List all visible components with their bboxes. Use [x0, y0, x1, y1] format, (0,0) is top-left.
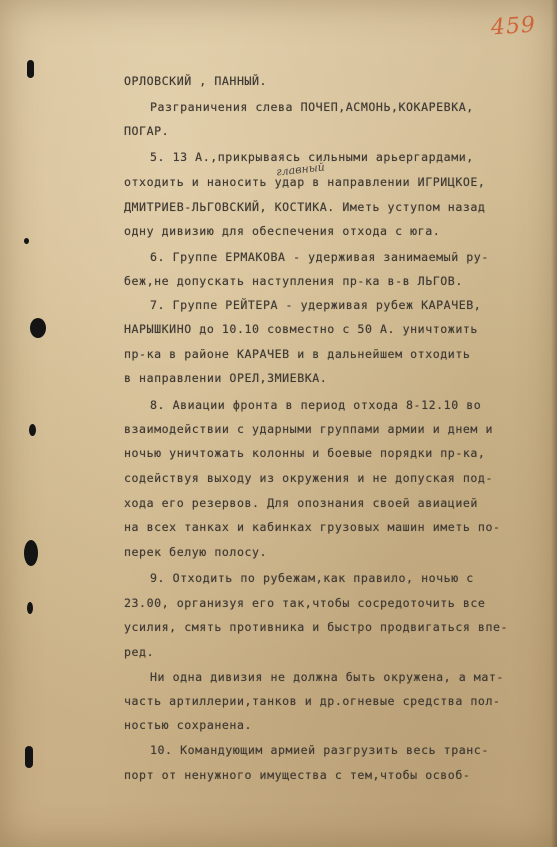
text-line: НАРЫШКИНО до 10.10 совместно с 50 А. уничтожить: [124, 322, 478, 336]
text-line: ностью сохранена.: [124, 718, 253, 732]
text-line: 6. Группе ЕРМАКОВА - удерживая занимаемый ру-: [150, 250, 489, 264]
text-line: Ни одна дивизия не должна быть окружена, а мат-: [150, 670, 504, 684]
text-line: 7. Группе РЕЙТЕРА - удерживая рубеж КАРАЧЕВ,: [150, 298, 482, 312]
text-line: хода его резервов. Для опознания своей авиацией: [124, 496, 478, 510]
text-line: на всех танках и кабинках грузовых машин иметь по-: [124, 520, 501, 534]
page-edge-shadow: [551, 0, 557, 847]
text-line: беж,не допускать наступления пр-ка в-в ЛЬГОВ.: [124, 274, 463, 288]
binding-hole-4: [29, 424, 36, 436]
text-line: 23.00, организуя его так,чтобы сосредоточить все: [124, 596, 486, 610]
text-line: ночью уничтожать колонны и боевые порядки пр-ка,: [124, 446, 486, 460]
binding-hole-7: [25, 746, 33, 768]
text-line: перек белую полосу.: [124, 545, 268, 559]
text-line: 10. Командующим армией разгрузить весь транс-: [150, 743, 489, 757]
binding-hole-5: [24, 540, 38, 566]
binding-hole-3: [30, 318, 46, 338]
handwritten-insertion: главный: [275, 160, 326, 179]
text-line: одну дивизию для обеспечения отхода с юга.: [124, 224, 441, 238]
text-line: ДМИТРИЕВ-ЛЬГОВСКИЙ, КОСТИКА. Иметь уступом назад: [124, 200, 486, 214]
binding-hole-6: [27, 602, 33, 614]
text-line: ОРЛОВСКИЙ , ПАННЫЙ.: [124, 74, 268, 88]
text-line: пр-ка в районе КАРАЧЕВ и в дальнейшем отходить: [124, 347, 471, 361]
archive-page-number: 459: [490, 12, 537, 41]
binding-hole-1: [27, 60, 34, 78]
text-line: часть артиллерии,танков и др.огневые средства пол-: [124, 694, 501, 708]
text-line: отходить и наносить удар в направлении ИГРИЦКОЕ,: [124, 175, 486, 189]
text-line: в направлении ОРЕЛ,ЗМИЕВКА.: [124, 371, 328, 385]
text-line: 5. 13 А.,прикрываясь сильными арьергардами,: [150, 150, 474, 164]
binding-hole-2: [24, 238, 29, 244]
text-line: усилия, смять противника и быстро продвигаться впе-: [124, 620, 509, 634]
text-line: порт от ненужного имущества с тем,чтобы освоб-: [124, 768, 471, 782]
text-line: Разграничения слева ПОЧЕП,АСМОНЬ,КОКАРЕВКА,: [150, 100, 474, 114]
text-line: 9. Отходить по рубежам,как правило, ночью с: [150, 571, 474, 585]
text-line: взаимодействии с ударными группами армии и днем и: [124, 422, 493, 436]
text-line: 8. Авиации фронта в период отхода 8-12.10 во: [150, 398, 482, 412]
text-line: содействуя выходу из окружения и не допуская под-: [124, 471, 493, 485]
text-line: ред.: [124, 645, 155, 659]
text-line: ПОГАР.: [124, 124, 170, 138]
